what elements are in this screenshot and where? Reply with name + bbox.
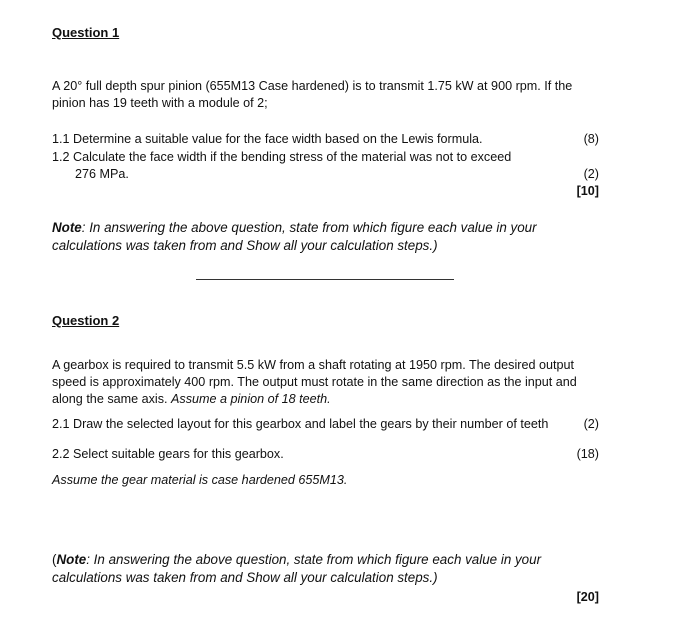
question-2-note-line-1: : In answering the above question, state from which figure each value in your (86, 552, 542, 567)
question-2-note (52, 551, 600, 587)
question-1-heading: Question 1 (52, 25, 120, 40)
question-1-note (52, 219, 600, 255)
question-2-note-open-paren: ( (52, 552, 57, 567)
question-1-1-marks: (8) (583, 132, 599, 146)
question-1-2-text-line-2: 276 MPa. (75, 167, 129, 181)
question-2-intro-line-2: speed is approximately 400 rpm. The output must rotate in the same direction as the input and (52, 375, 577, 389)
question-2-2-marks: (18) (576, 447, 599, 461)
question-1-intro-line-1: A 20° full depth spur pinion (655M13 Case hardened) is to transmit 1.75 kW at 900 rpm. If the (52, 79, 573, 93)
question-2-1-marks: (2) (583, 417, 599, 431)
question-1-note-line-1: : In answering the above question, state from which figure each value in your (81, 220, 537, 235)
question-2-intro (52, 357, 600, 408)
question-2-1-text: 2.1 Draw the selected layout for this gearbox and label the gears by their number of teeth (52, 417, 549, 431)
question-2-2-text: 2.2 Select suitable gears for this gearbox. (52, 447, 284, 461)
question-1-total: [10] (576, 184, 599, 198)
question-1-note-label: Note (52, 220, 82, 235)
question-2-note-label: Note (56, 552, 87, 567)
question-2-note-line-2: calculations was taken from and Show all your calculation steps.) (52, 570, 438, 585)
question-2-intro-line-3: along the same axis. (52, 392, 172, 406)
question-1-intro (52, 78, 600, 112)
question-2-intro-line-1: A gearbox is required to transmit 5.5 kW from a shaft rotating at 1950 rpm. The desired output (52, 358, 574, 372)
question-2-material-assumption: Assume the gear material is case hardened 655M13. (52, 473, 348, 487)
question-2-heading: Question 2 (52, 313, 120, 328)
question-1-2-marks: (2) (583, 167, 599, 181)
question-1-1-text: 1.1 Determine a suitable value for the face width based on the Lewis formula. (52, 132, 483, 146)
question-2-intro-assumption: Assume a pinion of 18 teeth. (171, 392, 331, 406)
question-1-intro-line-2: pinion has 19 teeth with a module of 2; (52, 96, 268, 110)
question-2-total: [20] (576, 590, 599, 604)
section-divider (196, 279, 454, 280)
question-1-note-line-2: calculations was taken from and Show all your calculation steps.) (52, 238, 438, 253)
question-1-2-text-line-1: 1.2 Calculate the face width if the bending stress of the material was not to exceed (52, 150, 512, 164)
